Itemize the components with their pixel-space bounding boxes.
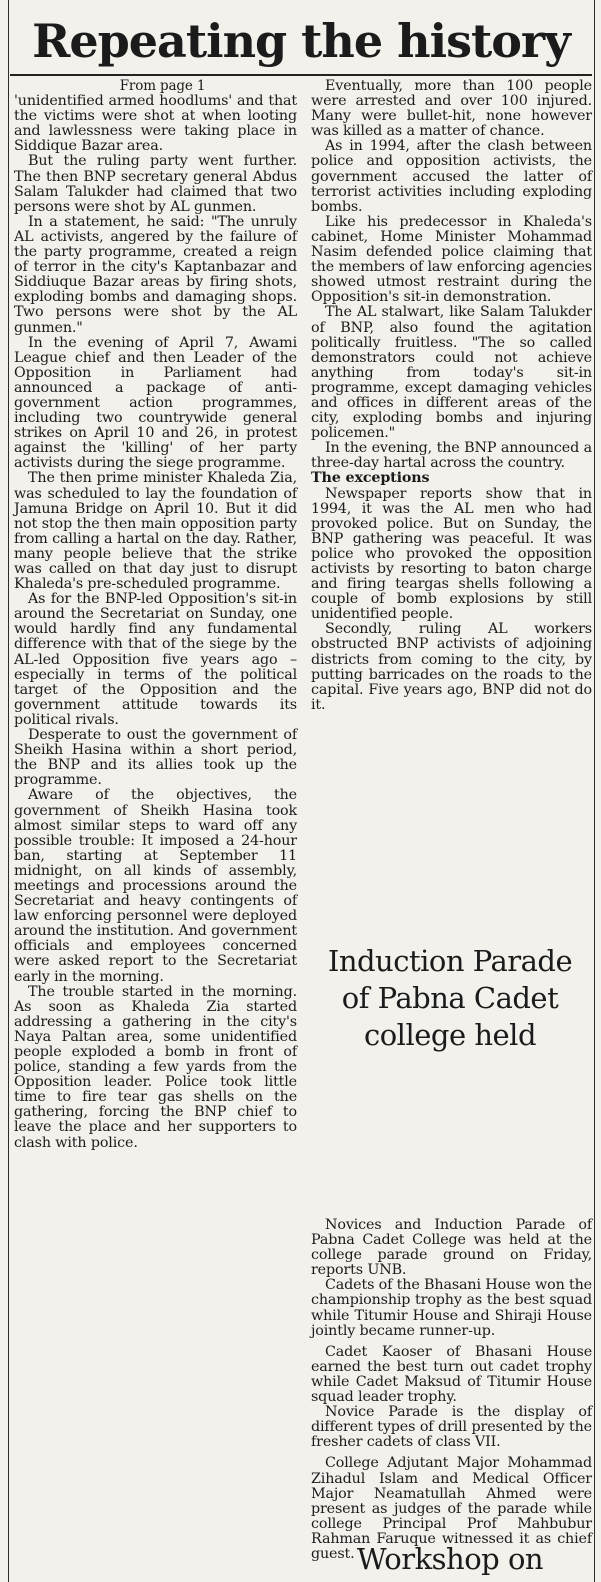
paragraph: Secondly, ruling AL workers obstructed BNP activists of adjoining districts from coming to the city, by putting barricades on the roads to the capital. Five years ago, BNP did not do it.: [311, 621, 592, 713]
paragraph: Novice Parade is the display of different types of drill presented by the fresher cadets of class VII.: [311, 1404, 592, 1451]
paragraph: Cadets of the Bhasani House won the championship trophy as the best squad while Titumir House and Shiraji House jointly became runner-up.: [311, 1277, 592, 1339]
paragraph: As for the BNP-led Opposition's sit-in around the Secretariat on Sunday, one would hardly find any fundamental difference with that of the siege by the AL-led Opposition five years ago – especially in terms of the political target of the Opposition and the government attitude towards its political rivals.: [14, 591, 297, 728]
story2-headline-line: Induction Parade: [327, 944, 573, 978]
paragraph: Novices and Induction Parade of Pabna Cadet College was held at the college parade ground on Friday, reports UNB.: [311, 1217, 592, 1279]
paragraph: In a statement, he said: "The unruly AL activists, angered by the failure of the party programme, created a reign of terror in the city's Kaptanbazar and Siddiuque Bazar areas by firing shots, exploding bombs and damaging shops. Two persons were shot by the AL gunmen.": [14, 213, 297, 336]
paragraph: College Adjutant Major Mohammad Zihadul Islam and Medical Officer Major Neamatullah Ahmed were present as judges of the parade while college Principal Prof Mahbubur Rahman Faruque witnessed it as chief guest.: [311, 1455, 592, 1562]
paragraph: As in 1994, after the clash between police and opposition activists, the government accused the latter of terrorist activities including exploding bombs.: [311, 138, 592, 215]
column-border-right: [594, 0, 595, 1582]
paragraph: In the evening of April 7, Awami League chief and then Leader of the Opposition in Parliament had announced a package of anti-government action programmes, including two countrywide general strikes on April 10 and 26, in protest against the 'killing' of her party activists during the siege programme.: [14, 334, 297, 472]
story2-headline-line: college held: [363, 1018, 537, 1052]
story2-body: [311, 1218, 592, 1562]
column-border-left: [8, 0, 9, 1582]
article-column-left: [14, 79, 297, 1151]
main-headline: Repeating the history: [32, 14, 570, 68]
paragraph: 'unidentified armed hoodlums' and that the victims were shot at when looting and lawlessness were taking place in Siddique Bazar area.: [14, 93, 297, 155]
paragraph: But the ruling party went further. The then BNP secretary general Abdus Salam Talukder had claimed that two persons were shot by AL gunmen.: [14, 153, 297, 215]
story2-headline-line: of Pabna Cadet: [341, 981, 559, 1015]
paragraph: Desperate to oust the government of Sheikh Hasina within a short period, the BNP and its allies took up the programme.: [14, 727, 297, 789]
paragraph: Newspaper reports show that in 1994, it was the AL men who had provoked police. But on Sunday, the BNP gathering was peaceful. It was police who provoked the opposition activists by resorting to baton charge and firing teargas shells following a couple of bomb explosions by still unidentified people.: [311, 485, 592, 623]
headline-rule: [10, 74, 592, 76]
story3-headline: Workshop on: [356, 1542, 544, 1576]
section-subhead: The exceptions: [311, 470, 430, 487]
paragraph: Aware of the objectives, the government of Sheikh Hasina took almost similar steps to ward off any possible trouble: It imposed a 24-hour ban, starting at September 11 midnight, on all kinds of assembly, meetings and processions around the Secretariat and heavy contingents of law enforcing personnel were deployed around the institution. And government officials and employees concerned were asked report to the Secretariat early in the morning.: [14, 787, 297, 985]
paragraph: Cadet Kaoser of Bhasani House earned the best turn out cadet trophy while Cadet Maksud of Titumir House squad leader trophy.: [311, 1343, 592, 1406]
paragraph: Eventually, more than 100 people were arrested and over 100 injured. Many were bullet-hit, none however was killed as a matter of chance.: [311, 78, 592, 140]
story2-headline: [305, 943, 595, 1054]
paragraph: In the evening, the BNP announced a three-day hartal across the country.: [311, 440, 592, 472]
paragraph: The AL stalwart, like Salam Talukder of BNP, also found the agitation politically fruitless. "The so called demonstrators could not achieve anything from today's sit-in programme, except damaging vehicles and offices in different areas of the city, exploding bombs and injuring policemen.": [311, 304, 592, 442]
paragraph: The then prime minister Khaleda Zia, was scheduled to lay the foundation of Jamuna Bridge on April 10. But it did not stop the then main opposition party from calling a hartal on the day. Rather, many people believe that the strike was called on that day just to disrupt Khaleda's pre-scheduled programme.: [14, 470, 297, 593]
paragraph: The trouble started in the morning. As soon as Khaleda Zia started addressing a gathering in the city's Naya Paltan area, some unidentified people exploded a bomb in front of police, standing a few yards from the Opposition leader. Police took little time to fire tear gas shells on the gathering, forcing the BNP chief to leave the place and her supporters to clash with police.: [14, 983, 297, 1151]
article-column-right: [311, 79, 592, 713]
paragraph: Like his predecessor in Khaleda's cabinet, Home Minister Mohammad Nasim defended police claiming that the members of law enforcing agencies showed utmost restraint during the Opposition's sit-in demonstration.: [311, 213, 592, 306]
continued-from-label: From page 1: [119, 78, 206, 94]
